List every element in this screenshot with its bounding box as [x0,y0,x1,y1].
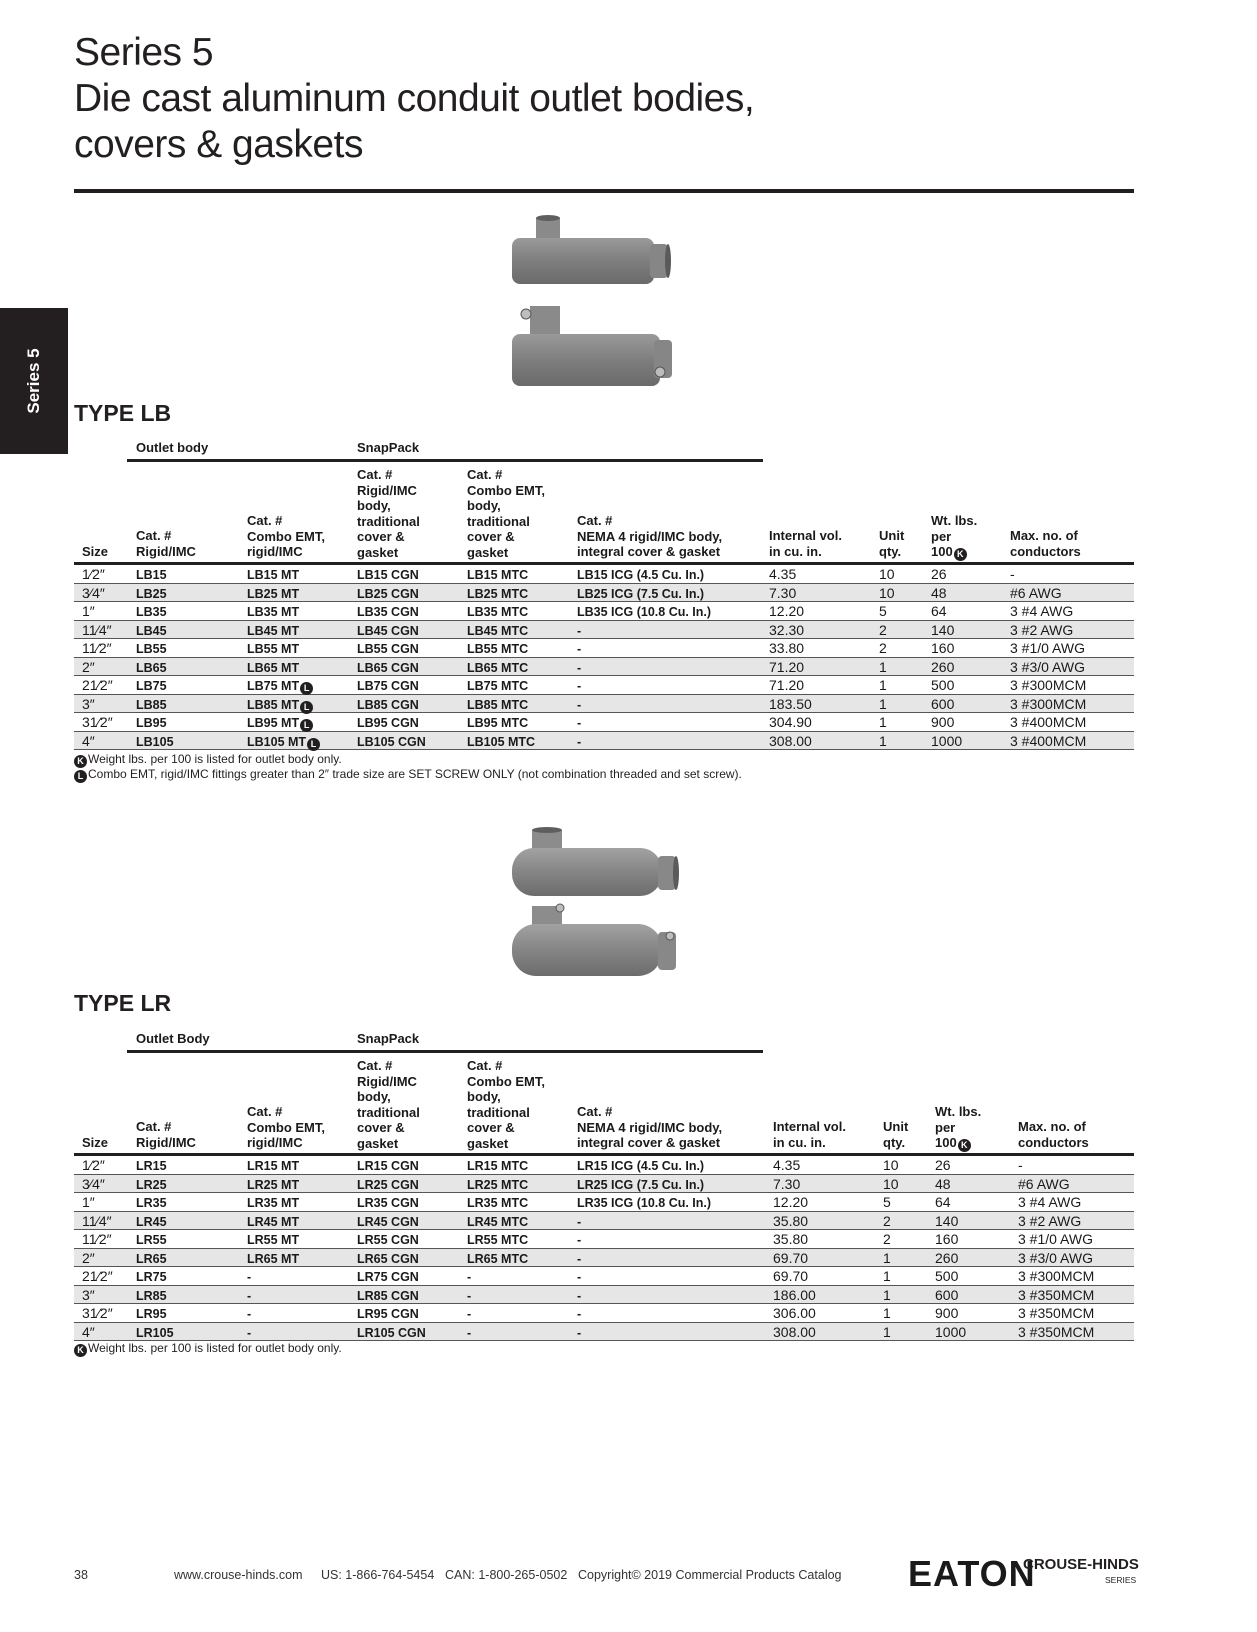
cell-mtc: LB15 MTC [467,568,529,582]
cell-rigid: LR75 [136,1270,167,1284]
lb-header-rigid: Cat. # Rigid/IMC [136,528,196,559]
cell-rigid: LR45 [136,1214,167,1229]
cell-vol: 306.00 [773,1305,816,1321]
cell-icg: - [577,1307,582,1321]
cell-max: 3 #3/0 AWG [1018,1249,1093,1266]
cell-mtc: LR35 MTC [467,1196,529,1210]
cell-vol: 69.70 [773,1268,809,1284]
cell-icg: - [577,679,582,693]
cell-rigid: LR85 [136,1288,167,1303]
cell-size: 4″ [82,1323,95,1340]
cell-size: 1⁄2″ [82,566,105,582]
cell-cgn: LB25 CGN [357,586,419,601]
cell-icg: - [577,660,582,675]
side-tab-label: Series 5 [24,348,43,414]
cell-combo: LR25 MT [247,1177,300,1192]
lr-heading: TYPE LR [74,990,172,1016]
cell-size: 4″ [82,732,95,749]
table-row [74,1212,1134,1231]
table-row [74,1323,1134,1342]
cell-wt: 260 [935,1249,959,1266]
cell-cgn: LR95 CGN [357,1307,419,1321]
cell-combo: LB45 MT [247,623,300,638]
cell-mtc: LB45 MTC [467,623,529,638]
page-number: 38 [74,1568,88,1582]
cell-icg: - [577,1288,582,1303]
table-row [74,658,1134,677]
cell-wt: 140 [931,621,955,638]
cell-rigid: LR55 [136,1233,167,1247]
lr-header-combo: Cat. # Combo EMT, rigid/IMC [247,1104,325,1150]
cell-max: 3 #350MCM [1018,1305,1095,1321]
cell-rigid: LB15 [136,568,167,582]
cell-wt: 1000 [935,1323,967,1340]
cell-combo: LR15 MT [247,1159,300,1173]
lb-header-qty: Unit qty. [879,528,905,559]
lb-table-body [74,565,1134,750]
lb-header-weight: Wt. lbs. per 100 K [931,513,978,559]
lb-header-cgn: Cat. # Rigid/IMC body, traditional cover & gasket [357,467,420,560]
note-k-badge: K [954,548,967,561]
cell-combo: - [247,1325,252,1340]
cell-max: 3 #300MCM [1010,677,1087,693]
cell-combo: LB75 MT L [247,678,313,695]
lb-header-max-conductors: Max. no. of conductors [1010,528,1081,559]
cell-vol: 69.70 [773,1249,809,1266]
cell-max: #6 AWG [1010,584,1062,601]
cell-cgn: LB35 CGN [357,605,419,619]
cell-mtc: - [467,1270,472,1284]
cell-vol: 308.00 [769,732,812,749]
footer-us-phone: US: 1-866-764-5454 [321,1568,435,1582]
table-row [74,584,1134,603]
table-row [74,1230,1134,1249]
cell-cgn: LR35 CGN [357,1196,419,1210]
lr-table-body [74,1156,1134,1341]
cell-size: 31⁄2″ [82,1305,113,1321]
note-l-badge: L [300,719,313,732]
cell-mtc: LB25 MTC [467,586,529,601]
cell-icg: - [577,734,582,749]
note-l-badge: L [300,682,313,695]
lr-header-volume: Internal vol. in cu. in. [773,1119,846,1150]
title-divider [74,189,1134,193]
cell-mtc: - [467,1307,472,1321]
title-line-2: Die cast aluminum conduit outlet bodies, [74,77,755,120]
cell-vol: 183.50 [769,695,812,712]
cell-size: 3″ [82,1286,95,1303]
table-row [74,565,1134,584]
cell-max: 3 #3/0 AWG [1010,658,1085,675]
cell-size: 31⁄2″ [82,714,113,730]
cell-max: 3 #2 AWG [1010,621,1074,638]
cell-wt: 64 [935,1194,951,1210]
cell-max: - [1010,566,1015,582]
lr-header-qty: Unit qty. [883,1119,909,1150]
lb-header-size: Size [82,544,109,559]
cell-icg: LB35 ICG (10.8 Cu. In.) [577,605,712,619]
table-row [74,639,1134,658]
cell-qty: 1 [883,1305,891,1321]
table-row [74,1286,1134,1305]
lb-group-snappack: SnapPack [357,440,420,455]
cell-icg: LR25 ICG (7.5 Cu. In.) [577,1177,705,1192]
cell-icg: - [577,642,582,656]
cell-vol: 71.20 [769,658,805,675]
lr-header-rigid: Cat. # Rigid/IMC [136,1119,196,1150]
cell-mtc: LR25 MTC [467,1177,529,1192]
cell-mtc: - [467,1325,472,1340]
cell-wt: 1000 [931,732,963,749]
cell-wt: 600 [931,695,955,712]
cell-vol: 35.80 [773,1212,809,1229]
cell-vol: 186.00 [773,1286,816,1303]
table-row [74,621,1134,640]
cell-cgn: LB75 CGN [357,679,419,693]
cell-icg: - [577,1251,582,1266]
cell-vol: 12.20 [769,603,805,619]
cell-combo: - [247,1288,252,1303]
cell-vol: 4.35 [773,1157,801,1173]
cell-size: 11⁄4″ [82,1212,112,1229]
cell-wt: 64 [931,603,947,619]
table-row [74,676,1134,695]
cell-cgn: LB85 CGN [357,697,419,712]
cell-rigid: LB35 [136,605,167,619]
cell-vol: 71.20 [769,677,805,693]
side-tab [0,308,68,454]
cell-max: 3 #4 AWG [1018,1194,1082,1210]
cell-cgn: LR75 CGN [357,1270,419,1284]
cell-size: 11⁄2″ [82,1231,112,1247]
table-row [74,1156,1134,1175]
lb-body-image [512,215,671,284]
cell-wt: 500 [935,1268,959,1284]
cell-vol: 308.00 [773,1323,816,1340]
cell-size: 21⁄2″ [82,677,113,693]
cell-rigid: LB65 [136,660,167,675]
cell-mtc: LB75 MTC [467,679,529,693]
cell-combo: LR55 MT [247,1233,300,1247]
cell-qty: 2 [883,1231,891,1247]
cell-rigid: LB45 [136,623,167,638]
cell-qty: 2 [883,1212,891,1229]
cell-vol: 32.30 [769,621,805,638]
cell-max: 3 #300MCM [1018,1268,1095,1284]
cell-qty: 10 [883,1157,899,1173]
cell-combo: LB95 MT L [247,715,313,732]
cell-cgn: LR25 CGN [357,1177,419,1192]
cell-icg: LB15 ICG (4.5 Cu. In.) [577,568,705,582]
cell-vol: 304.90 [769,714,812,730]
cell-max: 3 #350MCM [1018,1323,1095,1340]
cell-icg: - [577,697,582,712]
cell-icg: - [577,1214,582,1229]
cell-combo: LB65 MT [247,660,300,675]
cell-cgn: LB15 CGN [357,568,419,582]
cell-size: 3″ [82,695,95,712]
lr-body-image [512,827,679,896]
cell-mtc: LR55 MTC [467,1233,529,1247]
cell-max: 3 #4 AWG [1010,603,1074,619]
cell-combo: LR45 MT [247,1214,300,1229]
cell-vol: 12.20 [773,1194,809,1210]
cell-mtc: LB85 MTC [467,697,529,712]
cell-cgn: LB105 CGN [357,734,426,749]
cell-qty: 10 [879,566,895,582]
note-l-badge: L [300,701,313,714]
lr-snappack-image [512,904,676,976]
note-l-badge: L [307,738,320,751]
note-k-badge: K [74,1344,87,1357]
note-k-badge: K [958,1139,971,1152]
cell-size: 21⁄2″ [82,1268,113,1284]
cell-size: 3⁄4″ [82,1175,105,1192]
cell-qty: 1 [879,732,887,749]
cell-icg: - [577,1233,582,1247]
cell-cgn: LR105 CGN [357,1325,426,1340]
cell-rigid: LR65 [136,1251,167,1266]
cell-max: 3 #400MCM [1010,714,1087,730]
cell-mtc: LR15 MTC [467,1159,529,1173]
cell-vol: 4.35 [769,566,797,582]
cell-icg: - [577,1325,582,1340]
lb-footnote-set-screw: L Combo EMT, rigid/IMC fittings greater than 2″ trade size are SET SCREW ONLY (not combination threaded and set screw). [74,767,742,783]
cell-cgn: LR55 CGN [357,1233,419,1247]
table-row [74,1249,1134,1268]
cell-max: 3 #400MCM [1010,732,1087,749]
cell-vol: 7.30 [773,1175,801,1192]
cell-mtc: LR65 MTC [467,1251,529,1266]
cell-max: #6 AWG [1018,1175,1070,1192]
table-row [74,695,1134,714]
cell-mtc: - [467,1288,472,1303]
cell-combo: LB35 MT [247,605,300,619]
lr-header-size: Size [82,1135,109,1150]
cell-qty: 1 [879,658,887,675]
cell-mtc: LB65 MTC [467,660,529,675]
lr-product-image [512,826,687,991]
cell-wt: 900 [931,714,955,730]
cell-size: 1″ [82,1194,95,1210]
lr-group-outlet-body: Outlet Body [136,1031,210,1046]
cell-icg: - [577,1270,582,1284]
lb-header-mtc: Cat. # Combo EMT, body, traditional cover & gasket [467,467,545,560]
note-l-badge: L [74,770,87,783]
cell-cgn: LB45 CGN [357,623,419,638]
lr-header-weight: Wt. lbs. per 100 K [935,1104,982,1150]
cell-qty: 1 [883,1249,891,1266]
cell-max: 3 #2 AWG [1018,1212,1082,1229]
cell-mtc: LB95 MTC [467,716,529,730]
lb-heading: TYPE LB [74,400,172,426]
cell-icg: LR35 ICG (10.8 Cu. In.) [577,1196,712,1210]
cell-rigid: LR105 [136,1325,174,1340]
cell-qty: 2 [879,621,887,638]
cell-qty: 5 [883,1194,891,1210]
crouse-hinds-logo: CROUSE-HINDS [1023,1556,1139,1573]
cell-combo: LB25 MT [247,586,300,601]
cell-rigid: LR25 [136,1177,167,1192]
cell-size: 3⁄4″ [82,584,105,601]
eaton-logo: EATON [908,1553,1036,1594]
cell-combo: LB15 MT [247,568,300,582]
table-row [74,602,1134,621]
cell-wt: 900 [935,1305,959,1321]
cell-rigid: LR15 [136,1159,167,1173]
cell-wt: 26 [931,566,947,582]
cell-wt: 600 [935,1286,959,1303]
cell-rigid: LB25 [136,586,167,601]
table-row [74,1193,1134,1212]
lr-header-mtc: Cat. # Combo EMT, body, traditional cover & gasket [467,1058,545,1151]
cell-qty: 2 [879,640,887,656]
cell-wt: 140 [935,1212,959,1229]
cell-combo: LB105 MT L [247,734,320,751]
lr-group-rule [127,1050,763,1053]
cell-cgn: LB55 CGN [357,642,419,656]
cell-size: 2″ [82,658,95,675]
cell-cgn: LB65 CGN [357,660,419,675]
cell-icg: - [577,716,582,730]
note-k-badge: K [74,755,87,768]
cell-qty: 1 [883,1286,891,1303]
table-row [74,732,1134,751]
lb-header-icg: Cat. # NEMA 4 rigid/IMC body, integral cover & gasket [577,513,723,559]
cell-combo: LR65 MT [247,1251,300,1266]
cell-qty: 1 [879,714,887,730]
cell-icg: LR15 ICG (4.5 Cu. In.) [577,1159,705,1173]
table-row [74,713,1134,732]
cell-rigid: LB75 [136,679,167,693]
cell-mtc: LR45 MTC [467,1214,529,1229]
cell-rigid: LB95 [136,716,167,730]
cell-qty: 5 [879,603,887,619]
table-row [74,1304,1134,1323]
cell-rigid: LR35 [136,1196,167,1210]
cell-wt: 26 [935,1157,951,1173]
cell-size: 11⁄4″ [82,621,112,638]
cell-max: 3 #1/0 AWG [1010,640,1085,656]
cell-qty: 1 [879,677,887,693]
cell-mtc: LB105 MTC [467,734,536,749]
cell-icg: - [577,623,582,638]
table-row [74,1175,1134,1194]
cell-combo: LR35 MT [247,1196,300,1210]
cell-combo: LB85 MT L [247,697,313,714]
cell-max: 3 #300MCM [1010,695,1087,712]
cell-size: 2″ [82,1249,95,1266]
footer-can-phone: CAN: 1-800-265-0502 [445,1568,568,1582]
cell-mtc: LB55 MTC [467,642,529,656]
cell-combo: - [247,1307,252,1321]
lb-product-image [512,214,682,389]
cell-vol: 35.80 [773,1231,809,1247]
crouse-hinds-series-label: SERIES [1105,1575,1137,1585]
cell-rigid: LB85 [136,697,167,712]
lb-group-outlet-body: Outlet body [136,440,209,455]
cell-max: - [1018,1157,1023,1173]
cell-wt: 260 [931,658,955,675]
page-title [74,30,1134,168]
footer-copyright: Copyright© 2019 Commercial Products Catalog [578,1568,842,1582]
cell-wt: 500 [931,677,955,693]
cell-qty: 1 [883,1268,891,1284]
cell-cgn: LR85 CGN [357,1288,419,1303]
cell-qty: 10 [883,1175,899,1192]
cell-combo: - [247,1270,252,1284]
lb-snappack-image [512,306,672,386]
cell-rigid: LB105 [136,734,174,749]
lr-header-icg: Cat. # NEMA 4 rigid/IMC body, integral cover & gasket [577,1104,723,1150]
cell-cgn: LR45 CGN [357,1214,419,1229]
title-line-1: Series 5 [74,31,214,74]
lr-footnote-weight: K Weight lbs. per 100 is listed for outlet body only. [74,1341,342,1357]
cell-size: 1⁄2″ [82,1157,105,1173]
cell-vol: 7.30 [769,584,797,601]
cell-wt: 160 [931,640,955,656]
table-row [74,1267,1134,1286]
lr-group-snappack: SnapPack [357,1031,420,1046]
cell-mtc: LB35 MTC [467,605,529,619]
lb-header-combo: Cat. # Combo EMT, rigid/IMC [247,513,325,559]
cell-qty: 1 [879,695,887,712]
cell-max: 3 #1/0 AWG [1018,1231,1093,1247]
cell-wt: 160 [935,1231,959,1247]
cell-rigid: LR95 [136,1307,167,1321]
cell-cgn: LR15 CGN [357,1159,419,1173]
lb-group-rule [127,459,763,462]
cell-rigid: LB55 [136,642,167,656]
cell-vol: 33.80 [769,640,805,656]
cell-icg: LB25 ICG (7.5 Cu. In.) [577,586,705,601]
lr-header-max-conductors: Max. no. of conductors [1018,1119,1089,1150]
title-line-3: covers & gaskets [74,123,363,166]
lb-footnote-weight: K Weight lbs. per 100 is listed for outlet body only. [74,752,342,768]
cell-size: 11⁄2″ [82,640,112,656]
cell-cgn: LB95 CGN [357,716,419,730]
cell-cgn: LR65 CGN [357,1251,419,1266]
cell-wt: 48 [931,584,947,601]
cell-combo: LB55 MT [247,642,300,656]
cell-wt: 48 [935,1175,951,1192]
lr-header-cgn: Cat. # Rigid/IMC body, traditional cover & gasket [357,1058,420,1151]
cell-qty: 10 [879,584,895,601]
cell-size: 1″ [82,603,95,619]
cell-qty: 1 [883,1323,891,1340]
cell-max: 3 #350MCM [1018,1286,1095,1303]
footer-website[interactable]: www.crouse-hinds.com [174,1568,303,1582]
lb-header-volume: Internal vol. in cu. in. [769,528,842,559]
